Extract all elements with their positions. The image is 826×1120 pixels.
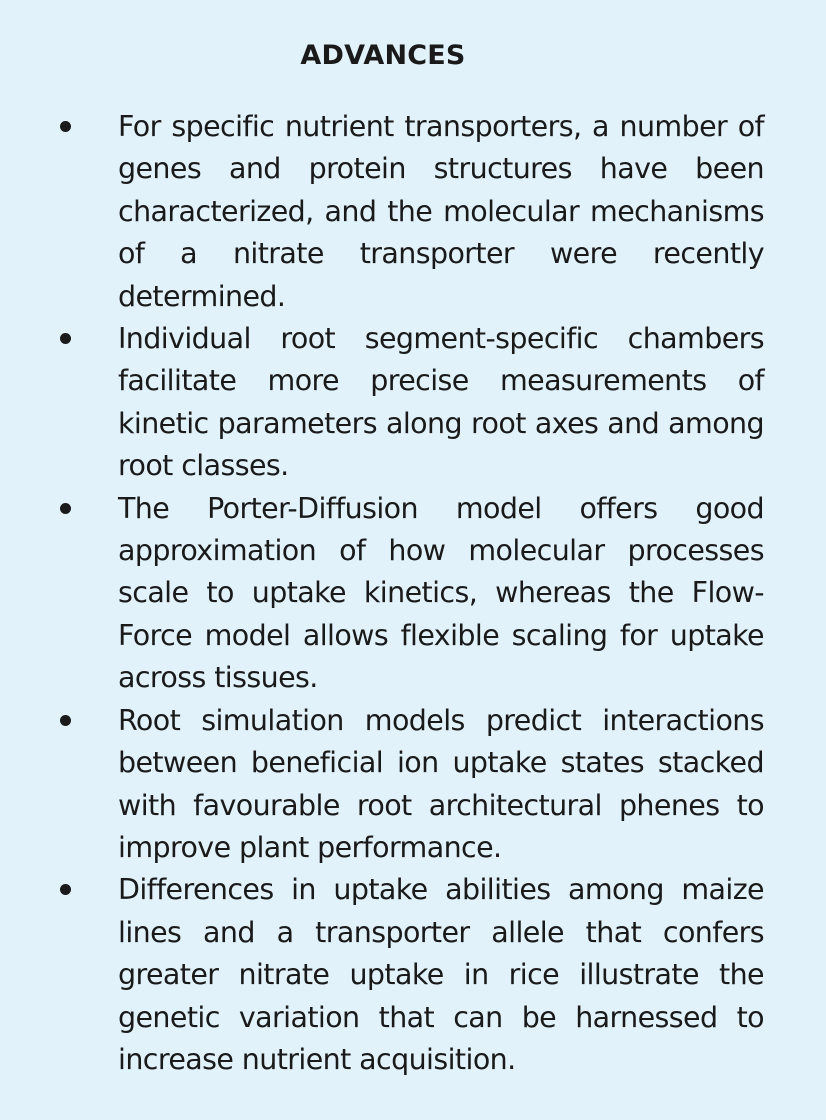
list-item-text: Differences in uptake abilities among maize lines and a transporter allele that confers greater nitrate uptake in rice illustrate the genetic variation that can be harnessed to increase nutrient acquisition. xyxy=(118,873,764,1076)
bullet-icon xyxy=(60,121,71,132)
bullet-icon xyxy=(60,333,71,344)
list-item xyxy=(0,318,764,488)
list-item xyxy=(0,700,764,870)
list-item xyxy=(0,488,764,700)
bullet-icon xyxy=(60,715,71,726)
list-item-text: The Porter-Diffusion model offers good approximation of how molecular processes scale to uptake kinetics, whereas the Flow-Force model allows flexible scaling for uptake across tissues. xyxy=(118,491,764,695)
list-item-text: Individual root segment-specific chambers facilitate more precise measurements of kinetic parameters along root axes and among root classes. xyxy=(118,322,764,483)
list-item xyxy=(0,869,764,1081)
list-item xyxy=(0,106,764,318)
list-item-text: For specific nutrient transporters, a number of genes and protein structures have been characterized, and the molecular mechanisms of a nitrate transporter were recently determined. xyxy=(118,110,764,313)
panel-title: ADVANCES xyxy=(300,40,466,71)
list-item-text: Root simulation models predict interactions between beneficial ion uptake states stacked with favourable root architectural phenes to improve plant performance. xyxy=(118,703,764,864)
bullet-icon xyxy=(60,503,71,514)
advances-list xyxy=(0,106,826,1081)
bullet-icon xyxy=(60,884,71,895)
